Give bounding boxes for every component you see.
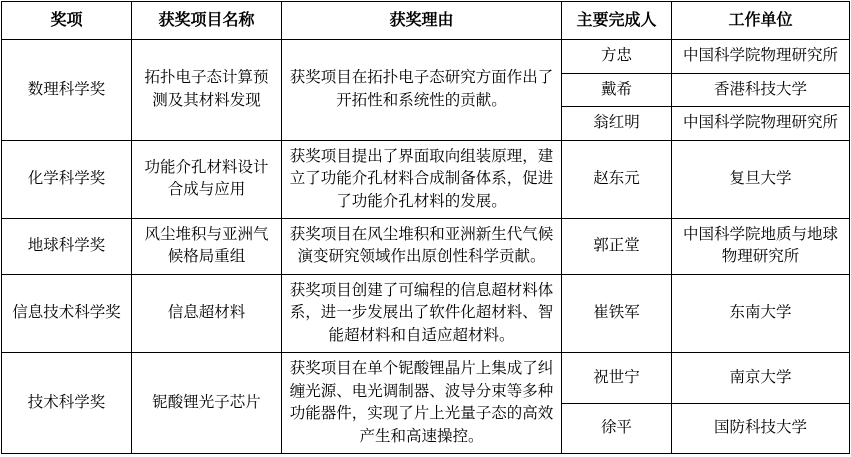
table-row [2, 353, 850, 403]
cell-reason: 获奖项目提出了界面取向组装原理，建立了功能介孔材料合成制备体系，促进了功能介孔材料的发展。 [282, 140, 562, 218]
cell-reason: 获奖项目创建了可编程的信息超材料体系，进一步发展出了软件化超材料、智能超材料和自适应超材料。 [282, 274, 562, 352]
cell-person: 赵东元 [562, 140, 672, 218]
table-row [2, 274, 850, 352]
cell-award: 地球科学奖 [2, 219, 132, 275]
cell-person: 翁红明 [562, 107, 672, 140]
cell-unit: 中国科学院地质与地球物理研究所 [672, 219, 850, 275]
column-header-reason: 获奖理由 [282, 2, 562, 40]
column-header-person: 主要完成人 [562, 2, 672, 40]
cell-award: 化学科学奖 [2, 140, 132, 218]
cell-person: 崔铁军 [562, 274, 672, 352]
cell-project: 拓扑电子态计算预测及其材料发现 [132, 40, 282, 140]
table-row [2, 40, 850, 73]
table-row [2, 219, 850, 275]
cell-award: 技术科学奖 [2, 353, 132, 454]
cell-reason: 获奖项目在单个铌酸锂晶片上集成了纠缠光源、电光调制器、波导分束等多种功能器件，实现了片上光量子态的高效产生和高速操控。 [282, 353, 562, 454]
cell-unit: 香港科技大学 [672, 73, 850, 106]
cell-person: 祝世宁 [562, 353, 672, 403]
award-table [1, 1, 850, 454]
cell-person: 戴希 [562, 73, 672, 106]
cell-unit: 东南大学 [672, 274, 850, 352]
cell-person: 徐平 [562, 403, 672, 453]
cell-reason: 获奖项目在拓扑电子态研究方面作出了开拓性和系统性的贡献。 [282, 40, 562, 140]
cell-unit: 中国科学院物理研究所 [672, 40, 850, 73]
cell-person: 郭正堂 [562, 219, 672, 275]
table-row [2, 140, 850, 218]
cell-project: 功能介孔材料设计合成与应用 [132, 140, 282, 218]
cell-project: 信息超材料 [132, 274, 282, 352]
cell-project: 铌酸锂光子芯片 [132, 353, 282, 454]
column-header-award: 奖项 [2, 2, 132, 40]
cell-reason: 获奖项目在风尘堆积和亚洲新生代气候演变研究领域作出原创性科学贡献。 [282, 219, 562, 275]
cell-unit: 中国科学院物理研究所 [672, 107, 850, 140]
cell-project: 风尘堆积与亚洲气候格局重组 [132, 219, 282, 275]
cell-unit: 南京大学 [672, 353, 850, 403]
cell-award: 数理科学奖 [2, 40, 132, 140]
column-header-unit: 工作单位 [672, 2, 850, 40]
cell-award: 信息技术科学奖 [2, 274, 132, 352]
table-header-row [2, 2, 850, 40]
cell-unit: 复旦大学 [672, 140, 850, 218]
column-header-project: 获奖项目名称 [132, 2, 282, 40]
award-table-document [0, 1, 851, 457]
cell-person: 方忠 [562, 40, 672, 73]
cell-unit: 国防科技大学 [672, 403, 850, 453]
